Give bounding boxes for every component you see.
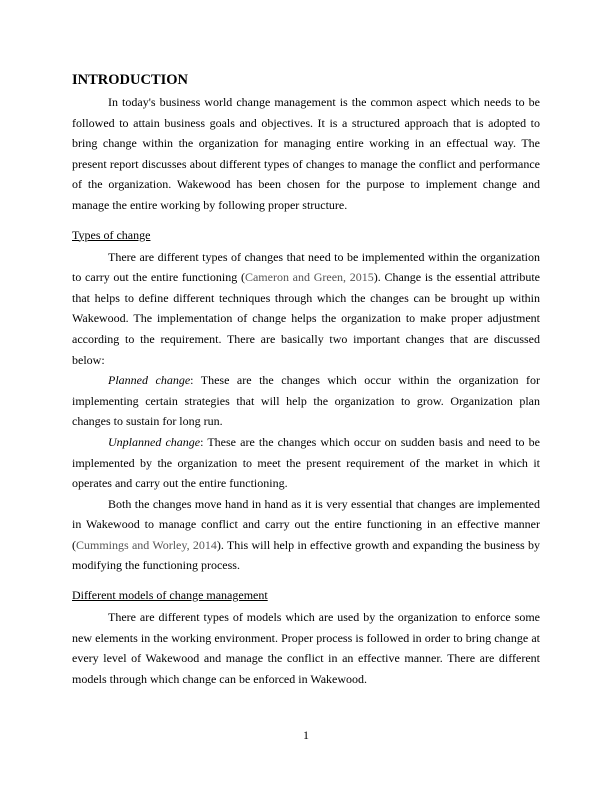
citation-cummings-worley: Cummings and Worley, 2014 — [76, 537, 217, 552]
planned-change-text: : These are the changes which occur within the organization for implementing certain strategies that will help the organization to grow. Organization plan changes to sustain for long run. — [72, 373, 540, 429]
models-of-change-heading: Different models of change management — [72, 588, 268, 603]
intro-paragraph: In today's business world change management is the common aspect which needs to be followed to attain business goals and objectives. It is a structured approach that is adopted to bring change within the organization for managing entire working in an effectual way. The present report discusses about different types of changes to manage the conflict and performance of the organization. Wakewood has been chosen for the purpose to implement change and manage the entire working by following proper structure. — [72, 95, 540, 212]
unplanned-change-paragraph — [72, 432, 540, 494]
citation-cameron-green: Cameron and Green, 2015 — [244, 270, 374, 285]
page-number: 1 — [303, 728, 309, 742]
types-paragraph-text-a: There are different types of changes that need to be implemented within the organization to carry out the entire functioning ( — [72, 249, 540, 285]
types-of-change-heading: Types of change — [72, 227, 151, 242]
document-page — [72, 72, 540, 689]
planned-change-term: Planned change — [108, 373, 191, 388]
types-paragraph-text-b: ). Change is the essential attribute that helps to define different techniques through which the changes can be brought up within Wakewood. The implementation of change helps the organization to make proper adjustment according to the requirement. There are basically two important changes that are discussed below: — [72, 270, 540, 367]
both-changes-paragraph — [72, 494, 540, 576]
planned-change-paragraph — [72, 370, 540, 432]
page-title: INTRODUCTION — [72, 72, 189, 88]
types-paragraph — [72, 247, 540, 371]
unplanned-change-term: Unplanned change — [108, 434, 201, 449]
both-changes-text-a: Both the changes move hand in hand as it is very essential that changes are implemented in Wakewood to manage conflict and carry out the entire functioning in an effective manner ( — [72, 496, 540, 552]
unplanned-change-text: : These are the changes which occur on sudden basis and need to be implemented by the organization to meet the present requirement of the market in which it operates and carry out the entire functioning. — [72, 434, 540, 491]
models-paragraph: There are different types of models which are used by the organization to enforce some new elements in the working environment. Proper process is followed in order to bring change at every level of Wakewood and manage the conflict in an effective manner. There are different models through which change can be enforced in Wakewood. — [72, 610, 540, 686]
both-changes-text-b: ). This will help in effective growth and expanding the business by modifying the functioning process. — [72, 537, 540, 573]
